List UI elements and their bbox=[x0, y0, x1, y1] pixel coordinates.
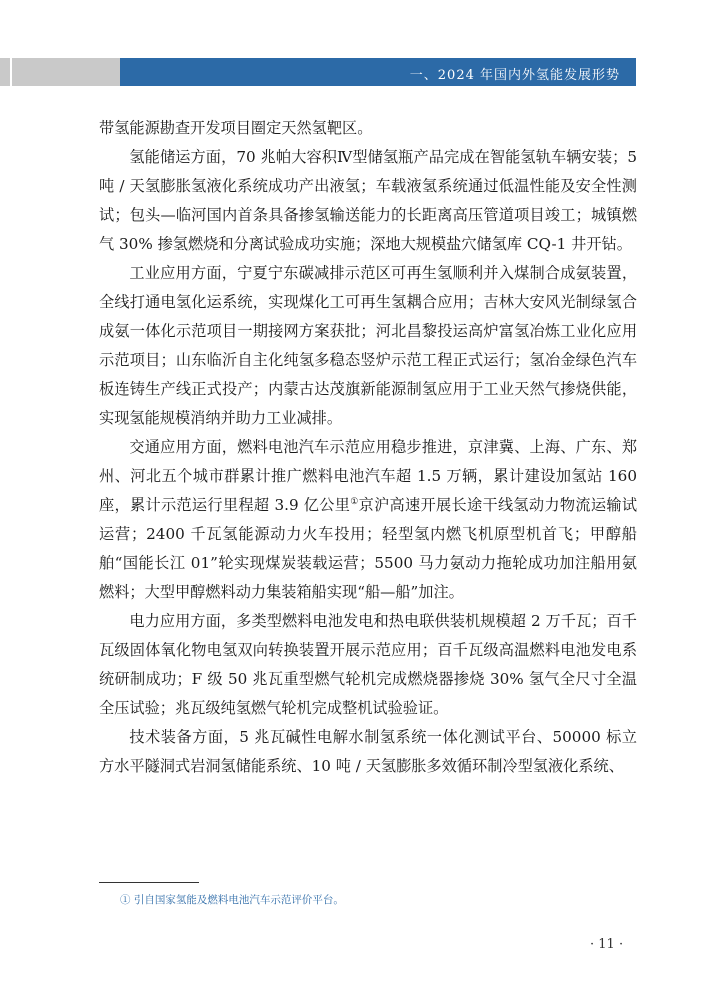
footnote-divider bbox=[99, 882, 199, 883]
paragraph-hydrogen-storage: 氢能储运方面，70 兆帕大容积Ⅳ型储氢瓶产品完成在智能氢轨车辆安装；5 吨 / 天氢膨胀氢液化系统成功产出液氢；车载液氢系统通过低温性能及安全性测试；包头—临河国内首条具备掺氢输送能力的长距离高压管道项目竣工；城镇燃气 30% 掺氢燃烧和分离试验成功实施；深地大规模盐穴储氢库 CQ-1 井开钻。 bbox=[99, 148, 637, 253]
header-title: 一、2024 年国内外氢能发展形势 bbox=[409, 68, 620, 83]
body-text bbox=[99, 114, 637, 781]
header-gray-block bbox=[0, 58, 122, 86]
header-bar bbox=[120, 58, 636, 86]
page-number: · 11 · bbox=[590, 937, 624, 952]
paragraph-industrial-application: 工业应用方面，宁夏宁东碳减排示范区可再生氢顺利并入煤制合成氨装置，全线打通电氢化运系统，实现煤化工可再生氢耦合应用；吉林大安风光制绿氢合成氨一体化示范项目一期接网方案获批；河北昌黎投运高炉富氢冶炼工业化应用示范项目；山东临沂自主化纯氢多稳态竖炉示范工程正式运行；氢冶金绿色汽车板连铸生产线正式投产；内蒙古达茂旗新能源制氢应用于工业天然气掺烧供能，实现氢能规模消纳并助力工业减排。 bbox=[99, 264, 637, 427]
paragraph-technical-equipment: 技术装备方面，5 兆瓦碱性电解水制氢系统一体化测试平台、50000 标立方水平隧洞式岩洞氢储能系统、10 吨 / 天氢膨胀多效循环制冷型氢液化系统、 bbox=[99, 728, 637, 775]
footnote-marker: ① bbox=[350, 496, 359, 507]
paragraph-continuation: 带氢能源勘查开发项目圈定天然氢靶区。 bbox=[99, 119, 373, 137]
transport-text-part2: 京沪高速开展长途干线氢动力物流运输试运营；2400 千瓦氢能源动力火车投用；轻型氢内燃飞机原型机首飞；甲醇船舶“国能长江 01”轮实现煤炭装载运营；5500 马力氨动力拖轮成功加注船用氨燃料；大型甲醇燃料动力集装箱船实现“船—船”加注。 bbox=[99, 496, 638, 601]
paragraph-transport-application bbox=[99, 433, 637, 607]
header-gray-divider bbox=[10, 58, 12, 86]
transport-text-part1: 交通应用方面，燃料电池汽车示范应用稳步推进，京津冀、上海、广东、郑州、河北五个城市群累计推广燃料电池汽车超 1.5 万辆，累计建设加氢站 160 座，累计示范运行里程超 3.9 亿公里 bbox=[99, 438, 637, 514]
footnote: ① 引自国家氢能及燃料电池汽车示范评价平台。 bbox=[120, 894, 344, 906]
paragraph-power-application: 电力应用方面，多类型燃料电池发电和热电联供装机规模超 2 万千瓦；百千瓦级固体氧化物电氢双向转换装置开展示范应用；百千瓦级高温燃料电池发电系统研制成功；F 级 50 兆瓦重型燃气轮机完成燃烧器掺烧 30% 氢气全尺寸全温全压试验；兆瓦级纯氢燃气轮机完成整机试验验证。 bbox=[99, 612, 637, 717]
